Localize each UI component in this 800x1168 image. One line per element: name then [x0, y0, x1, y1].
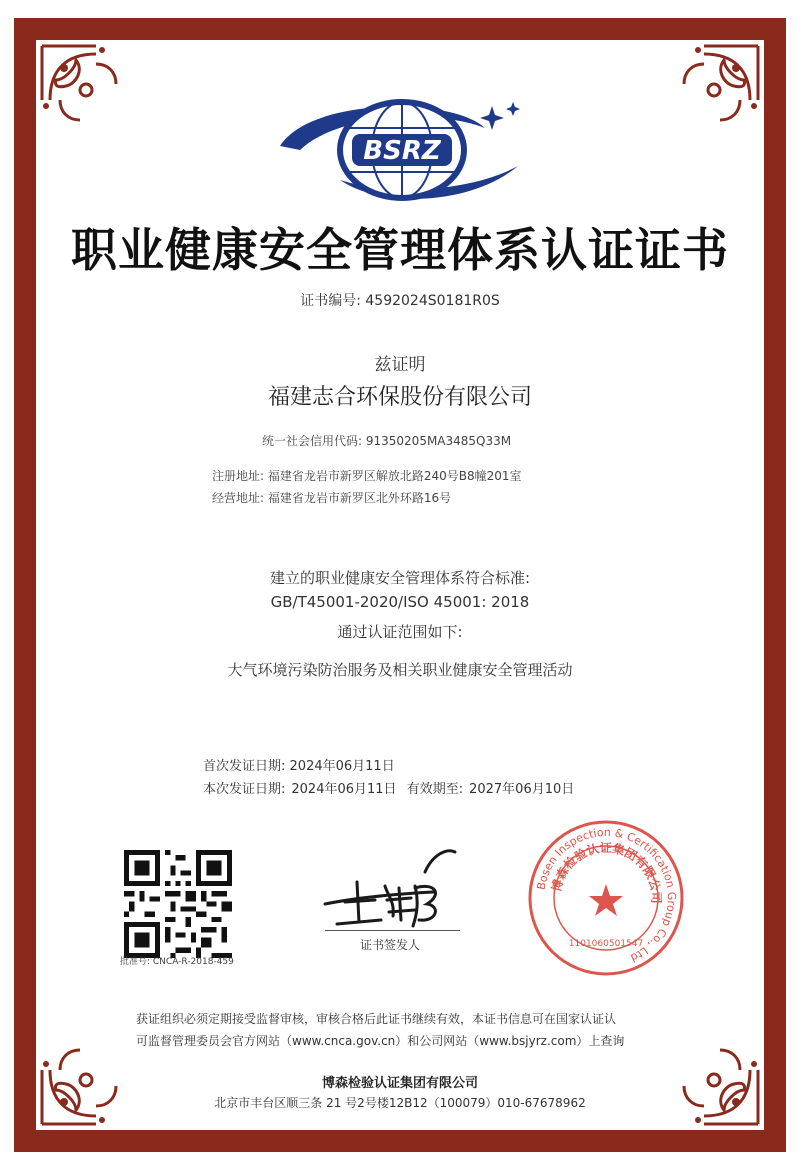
this-issue-date: [203, 778, 580, 797]
credit-code: [262, 432, 511, 449]
signer-label: 证书签发人: [360, 938, 421, 952]
registered-address-label: 注册地址:: [212, 469, 265, 483]
seal-outer-text: Bosen Inspection & Certification Group Co., Ltd: [534, 825, 679, 965]
company-seal: [526, 818, 686, 978]
approval-number: 批准号: CNCA-R-2018-459: [120, 957, 234, 967]
first-issue-label: 首次发证日期:: [203, 759, 286, 774]
logo-text: BSRZ: [363, 136, 441, 166]
certificate-number-label: 证书编号:: [300, 293, 361, 309]
certificate-number-value: 4592024S0181R0S: [365, 293, 500, 309]
credit-code-value: 91350205MA3485Q33M: [365, 434, 512, 448]
notice-line-1: 获证组织必须定期接受监督审核，审核合格后此证书继续有效，本证书信息可在国家认证认: [136, 1012, 617, 1026]
issuer-name: 博森检验认证集团有限公司: [321, 1076, 478, 1091]
first-issue-value: 2024年06月11日: [289, 759, 395, 774]
business-address-value: 福建省龙岩市新罗区北外环路16号: [267, 491, 452, 505]
certificate-title: 职业健康安全管理体系认证证书: [71, 223, 729, 277]
corner-ornament-top-left: [36, 40, 126, 130]
signature-line: [325, 930, 460, 931]
first-issue-date: [203, 755, 395, 774]
qr-code: [124, 850, 232, 958]
credit-code-label: 统一社会信用代码:: [262, 434, 363, 448]
star-icon: [589, 884, 623, 916]
notice-line-2: 可监督管理委员会官方网站（www.cnca.gov.cn）和公司网站（www.bsjyrz.com）上查询: [136, 1034, 625, 1048]
company-name: 福建志合环保股份有限公司: [267, 385, 532, 410]
valid-until-value: 2027年06月10日: [469, 782, 575, 797]
business-address: [212, 489, 451, 506]
business-address-label: 经营地址:: [212, 491, 265, 505]
corner-ornament-top-right: [674, 40, 764, 130]
issuer-address: 北京市丰台区顺三条 21 号2号楼12B12（100079）010-67678962: [214, 1096, 586, 1110]
bsrz-logo: [270, 88, 530, 208]
registered-address: [212, 467, 522, 484]
signature-image: [315, 842, 475, 932]
certificate-number: [230, 290, 570, 310]
seal-number: 1101060501547: [568, 939, 644, 949]
valid-until-label: 有效期至:: [406, 782, 464, 797]
seal-inner-text: 博森检验认证集团有限公司: [549, 840, 664, 904]
registered-address-value: 福建省龙岩市新罗区解放北路240号B8幢201室: [267, 469, 522, 483]
certification-scope: 大气环境污染防治服务及相关职业健康安全管理活动: [227, 661, 573, 679]
this-issue-value: 2024年06月11日: [291, 782, 397, 797]
this-issue-label: 本次发证日期:: [203, 782, 286, 797]
standard-intro: 建立的职业健康安全管理体系符合标准:: [269, 569, 531, 587]
hereby-text: 兹证明: [374, 355, 426, 375]
scope-intro: 通过认证范围如下:: [337, 623, 463, 641]
standard: GB/T45001-2020/ISO 45001: 2018: [270, 593, 530, 611]
